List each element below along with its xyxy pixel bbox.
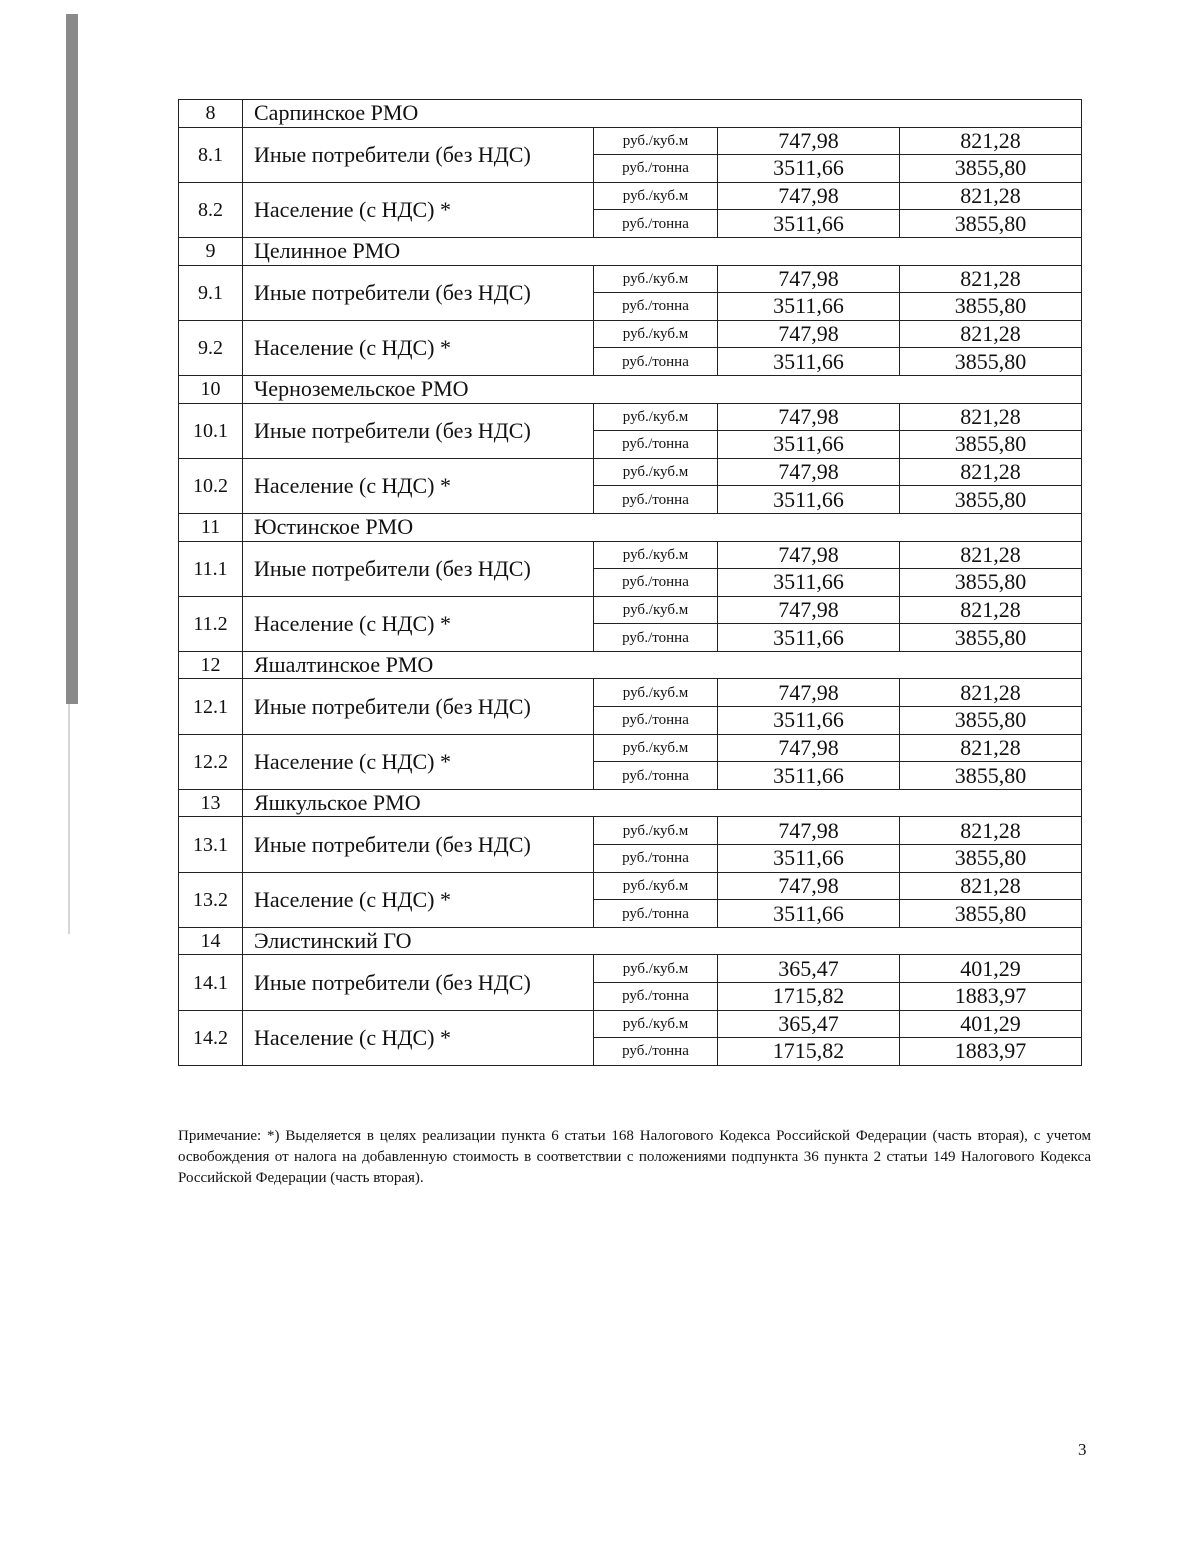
unit-cell: руб./тонна <box>594 762 718 790</box>
tariff-value-period-1: 747,98 <box>718 458 900 486</box>
section-row <box>179 927 1082 955</box>
section-number: 11 <box>179 513 243 541</box>
consumer-category: Иные потребители (без НДС) <box>243 817 594 872</box>
unit-cell: руб./тонна <box>594 707 718 735</box>
tariff-value-period-1: 365,47 <box>718 1010 900 1038</box>
tariff-value-period-1: 747,98 <box>718 403 900 431</box>
tariff-value-period-2: 3855,80 <box>900 486 1082 514</box>
tariff-value-period-2: 3855,80 <box>900 569 1082 597</box>
tariff-value-period-2: 3855,80 <box>900 155 1082 183</box>
tariff-value-period-2: 821,28 <box>900 817 1082 845</box>
unit-cell: руб./тонна <box>594 293 718 321</box>
unit-cell: руб./куб.м <box>594 320 718 348</box>
section-name: Целинное РМО <box>243 237 1082 265</box>
unit-cell: руб./тонна <box>594 845 718 873</box>
section-row <box>179 375 1082 403</box>
section-row <box>179 237 1082 265</box>
tariff-value-period-2: 3855,80 <box>900 900 1082 928</box>
table-row <box>179 679 1082 707</box>
tariff-value-period-2: 821,28 <box>900 403 1082 431</box>
row-number: 8.1 <box>179 127 243 182</box>
row-number: 13.2 <box>179 872 243 927</box>
tariff-value-period-1: 747,98 <box>718 320 900 348</box>
table-row <box>179 596 1082 624</box>
section-number: 10 <box>179 375 243 403</box>
row-number: 13.1 <box>179 817 243 872</box>
tariff-value-period-2: 821,28 <box>900 127 1082 155</box>
tariff-value-period-1: 747,98 <box>718 541 900 569</box>
table-row <box>179 320 1082 348</box>
row-number: 11.2 <box>179 596 243 651</box>
consumer-category: Население (с НДС) * <box>243 1010 594 1065</box>
consumer-category: Иные потребители (без НДС) <box>243 541 594 596</box>
unit-cell: руб./куб.м <box>594 182 718 210</box>
tariff-value-period-1: 3511,66 <box>718 293 900 321</box>
tariff-value-period-1: 3511,66 <box>718 762 900 790</box>
row-number: 9.1 <box>179 265 243 320</box>
unit-cell: руб./куб.м <box>594 127 718 155</box>
tariff-value-period-1: 747,98 <box>718 679 900 707</box>
tariff-table-body <box>179 100 1082 1066</box>
tariff-value-period-1: 747,98 <box>718 734 900 762</box>
scan-edge-bar <box>66 14 78 704</box>
consumer-category: Население (с НДС) * <box>243 596 594 651</box>
tariff-value-period-2: 401,29 <box>900 1010 1082 1038</box>
tariff-value-period-1: 1715,82 <box>718 983 900 1011</box>
section-name: Яшалтинское РМО <box>243 651 1082 679</box>
section-number: 8 <box>179 100 243 128</box>
unit-cell: руб./тонна <box>594 900 718 928</box>
section-row <box>179 513 1082 541</box>
tariff-value-period-2: 3855,80 <box>900 293 1082 321</box>
table-row <box>179 458 1082 486</box>
consumer-category: Иные потребители (без НДС) <box>243 127 594 182</box>
tariff-value-period-1: 3511,66 <box>718 348 900 376</box>
unit-cell: руб./куб.м <box>594 679 718 707</box>
section-row <box>179 789 1082 817</box>
section-name: Черноземельское РМО <box>243 375 1082 403</box>
row-number: 10.2 <box>179 458 243 513</box>
tariff-table <box>178 99 1082 1066</box>
unit-cell: руб./тонна <box>594 486 718 514</box>
tariff-value-period-2: 821,28 <box>900 182 1082 210</box>
consumer-category: Иные потребители (без НДС) <box>243 955 594 1010</box>
section-number: 12 <box>179 651 243 679</box>
tariff-value-period-2: 3855,80 <box>900 210 1082 238</box>
tariff-value-period-2: 3855,80 <box>900 348 1082 376</box>
section-name: Яшкульское РМО <box>243 789 1082 817</box>
tariff-value-period-1: 747,98 <box>718 127 900 155</box>
table-row <box>179 1010 1082 1038</box>
unit-cell: руб./куб.м <box>594 1010 718 1038</box>
table-row <box>179 955 1082 983</box>
tariff-value-period-2: 821,28 <box>900 265 1082 293</box>
table-row <box>179 182 1082 210</box>
row-number: 14.1 <box>179 955 243 1010</box>
tariff-value-period-2: 821,28 <box>900 320 1082 348</box>
section-name: Юстинское РМО <box>243 513 1082 541</box>
consumer-category: Население (с НДС) * <box>243 734 594 789</box>
section-number: 13 <box>179 789 243 817</box>
tariff-value-period-2: 3855,80 <box>900 707 1082 735</box>
page-number: 3 <box>1078 1440 1087 1459</box>
tariff-value-period-1: 3511,66 <box>718 845 900 873</box>
consumer-category: Население (с НДС) * <box>243 872 594 927</box>
consumer-category: Иные потребители (без НДС) <box>243 679 594 734</box>
tariff-value-period-1: 3511,66 <box>718 155 900 183</box>
footnote: Примечание: *) Выделяется в целях реализации пункта 6 статьи 168 Налогового Кодекса Российской Федерации (часть вторая), с учетом освобождения от налога на добавленную стоимость в соответствии с положениями подпункта 36 пункта 2 статьи 149 Налогового Кодекса Российской Федерации (часть вторая). <box>178 1128 1091 1186</box>
scan-edge-shadow <box>68 704 70 934</box>
table-row <box>179 403 1082 431</box>
unit-cell: руб./тонна <box>594 624 718 652</box>
tariff-value-period-2: 1883,97 <box>900 983 1082 1011</box>
tariff-value-period-1: 3511,66 <box>718 431 900 459</box>
row-number: 12.2 <box>179 734 243 789</box>
unit-cell: руб./куб.м <box>594 596 718 624</box>
consumer-category: Население (с НДС) * <box>243 458 594 513</box>
table-row <box>179 127 1082 155</box>
row-number: 8.2 <box>179 182 243 237</box>
unit-cell: руб./куб.м <box>594 458 718 486</box>
tariff-value-period-2: 3855,80 <box>900 845 1082 873</box>
tariff-value-period-1: 747,98 <box>718 265 900 293</box>
unit-cell: руб./куб.м <box>594 955 718 983</box>
table-row <box>179 541 1082 569</box>
tariff-value-period-1: 3511,66 <box>718 569 900 597</box>
unit-cell: руб./тонна <box>594 1038 718 1066</box>
row-number: 10.1 <box>179 403 243 458</box>
tariff-value-period-1: 3511,66 <box>718 486 900 514</box>
unit-cell: руб./тонна <box>594 210 718 238</box>
tariff-value-period-2: 821,28 <box>900 458 1082 486</box>
unit-cell: руб./куб.м <box>594 541 718 569</box>
tariff-value-period-2: 3855,80 <box>900 431 1082 459</box>
row-number: 14.2 <box>179 1010 243 1065</box>
unit-cell: руб./тонна <box>594 431 718 459</box>
tariff-value-period-1: 3511,66 <box>718 210 900 238</box>
tariff-value-period-2: 821,28 <box>900 679 1082 707</box>
consumer-category: Население (с НДС) * <box>243 320 594 375</box>
section-number: 14 <box>179 927 243 955</box>
row-number: 9.2 <box>179 320 243 375</box>
tariff-value-period-1: 747,98 <box>718 872 900 900</box>
table-row <box>179 817 1082 845</box>
consumer-category: Иные потребители (без НДС) <box>243 403 594 458</box>
row-number: 11.1 <box>179 541 243 596</box>
consumer-category: Иные потребители (без НДС) <box>243 265 594 320</box>
tariff-value-period-1: 3511,66 <box>718 900 900 928</box>
tariff-value-period-1: 3511,66 <box>718 707 900 735</box>
tariff-value-period-2: 821,28 <box>900 872 1082 900</box>
tariff-value-period-2: 821,28 <box>900 541 1082 569</box>
section-row <box>179 651 1082 679</box>
table-row <box>179 734 1082 762</box>
consumer-category: Население (с НДС) * <box>243 182 594 237</box>
section-number: 9 <box>179 237 243 265</box>
tariff-value-period-1: 1715,82 <box>718 1038 900 1066</box>
unit-cell: руб./куб.м <box>594 734 718 762</box>
tariff-value-period-1: 747,98 <box>718 182 900 210</box>
tariff-value-period-1: 365,47 <box>718 955 900 983</box>
unit-cell: руб./куб.м <box>594 817 718 845</box>
tariff-value-period-2: 821,28 <box>900 734 1082 762</box>
tariff-value-period-2: 401,29 <box>900 955 1082 983</box>
row-number: 12.1 <box>179 679 243 734</box>
tariff-value-period-1: 3511,66 <box>718 624 900 652</box>
unit-cell: руб./тонна <box>594 983 718 1011</box>
table-row <box>179 872 1082 900</box>
tariff-value-period-2: 1883,97 <box>900 1038 1082 1066</box>
unit-cell: руб./куб.м <box>594 403 718 431</box>
tariff-value-period-2: 3855,80 <box>900 762 1082 790</box>
unit-cell: руб./куб.м <box>594 265 718 293</box>
unit-cell: руб./тонна <box>594 155 718 183</box>
section-name: Элистинский ГО <box>243 927 1082 955</box>
unit-cell: руб./тонна <box>594 569 718 597</box>
section-name: Сарпинское РМО <box>243 100 1082 128</box>
unit-cell: руб./тонна <box>594 348 718 376</box>
tariff-value-period-2: 3855,80 <box>900 624 1082 652</box>
tariff-value-period-1: 747,98 <box>718 817 900 845</box>
unit-cell: руб./куб.м <box>594 872 718 900</box>
table-row <box>179 265 1082 293</box>
section-row <box>179 100 1082 128</box>
tariff-value-period-2: 821,28 <box>900 596 1082 624</box>
tariff-value-period-1: 747,98 <box>718 596 900 624</box>
